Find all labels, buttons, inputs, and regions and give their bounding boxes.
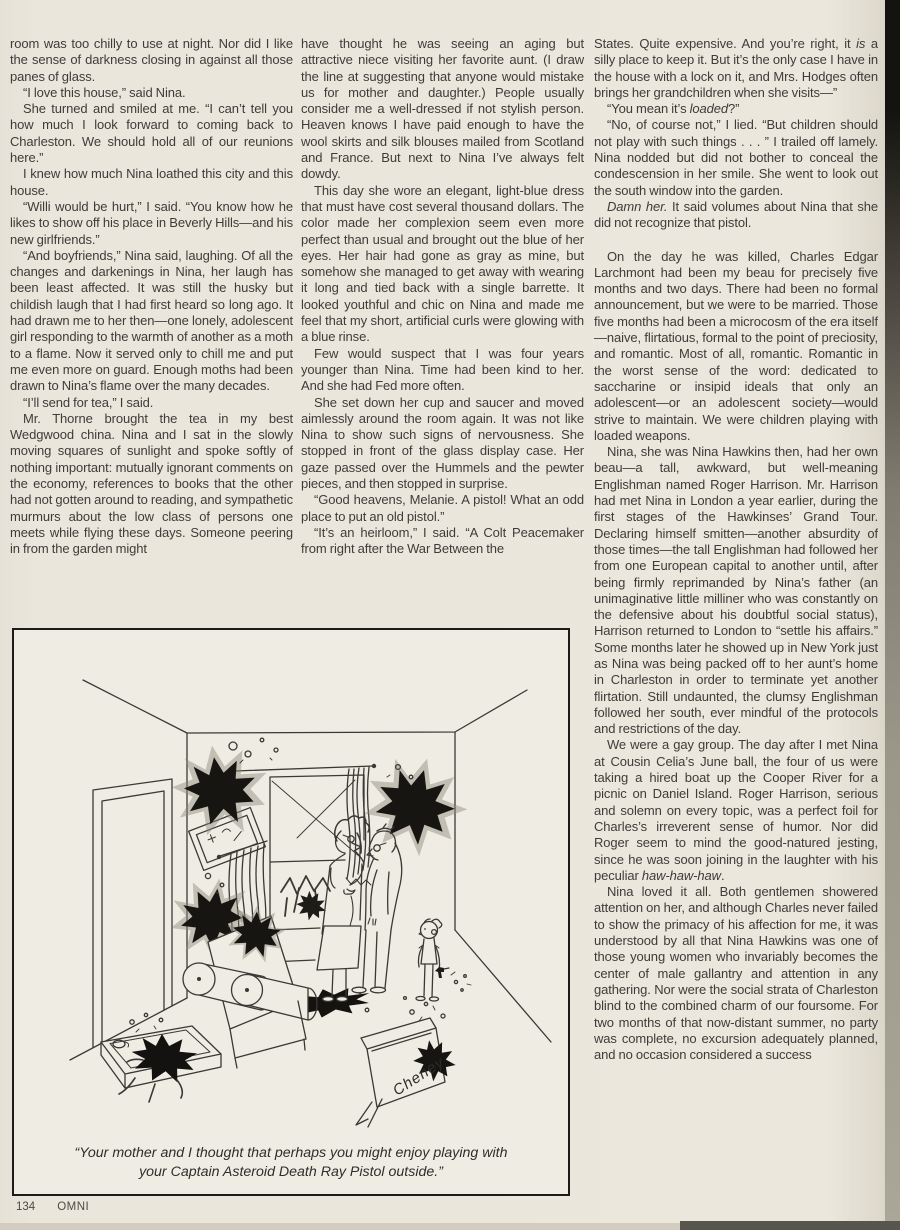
paragraph: “I’ll send for tea,” I said. — [23, 394, 154, 410]
paragraph: “You mean it’s loaded?” — [607, 101, 740, 117]
paragraph: “Willi would be hurt,” I said. “You know how he likes to show off his place in Beverly Hills—and his new girlfriends.” — [10, 198, 293, 247]
paragraph: Mr. Thorne brought the tea in my best Wedgwood china. Nina and I sat in the slowly moving squares of sunlight and spoke softly of nothing important: mutually ignorant comments on the economy, references to books that the other had not gotten around to reading, and sympathetic murmurs about the low class of persons one meets while flying these days. Someone peering in from the garden might — [10, 410, 293, 557]
paragraph: On the day he was killed, Charles Edgar Larchmont had been my beau for precisely five months and two days. There had been no formal announcement, but we were to be married. Those five months had been a microcosm of the era itself—naive, flirtatious, formal to the point of preciosity, and romantic. Most of all, romantic. Romantic in the worst sense of the word: dedicated to saccharine or insipid ideals that only an adolescent—or an adolescent society—would strive to maintain. We were children playing with loaded weapons. — [594, 248, 878, 443]
article-column-right — [594, 36, 878, 1216]
paragraph: “I love this house,” said Nina. — [23, 84, 186, 100]
cartoon-caption: “Your mother and I thought that perhaps you might enjoy playing with your Captain Asteroid Death Ray Pistol outside.” — [74, 1145, 508, 1180]
paragraph: Nina, she was Nina Hawkins then, had her own beau—a tall, awkward, but well-meaning Englishman named Roger Harrison. Mr. Harrison had met Nina in London a year earlier, during the first stages of the Hawkinses’ Grand Tour. Declaring himself smitten—another absurdity of those times—the tall Englishman had followed her from one European capital to another until, after being firmly reprimanded by Nina’s father (an unimaginative little milliner who was constantly on the defensive about his doubtful social status), Harrison returned to London to “settle his affairs.” Some months later he showed up in New York just as Nina was being packed off to her aunt’s home in Charleston in order to terminate yet another flirtation. Still undaunted, the clumsy Englishman followed her south, ever mindful of the protocols and restrictions of the day. — [594, 444, 878, 737]
cartoon-illustration — [15, 630, 567, 1133]
paragraph: This day she wore an elegant, light-blue dress that must have cost several thousand dollars. The color made her complexion seem even more perfect than usual and brought out the blue of her eyes. Her hair had gone as gray as mine, but somehow she managed to get away with wearing it long and tied back with a single barrette. It looked youthful and chic on Nina and made me feel that my short, artificial curls were glowing with a blue rinse. — [301, 182, 584, 345]
paragraph: “It’s an heirloom,” I said. “A Colt Peacemaker from right after the War Between the — [301, 524, 584, 557]
paragraph: She turned and smiled at me. “I can’t tell you how much I look forward to coming back to Charleston. We should hold all of our reunions here.” — [10, 101, 293, 166]
scan-dark-block — [680, 1221, 900, 1230]
paragraph: Nina loved it all. Both gentlemen showered attention on her, and although Charles never failed to show the primacy of his affection for me, it was understood by all that Nina Hawkins was one of those young women who invariably becomes the center of male gallantry and attention in any gathering. Nor were the social strata of Charleston blind to the combined charm of our foursome. For two months of that now-distant summer, no party was complete, no excursion adequately planned, and no occasion considered a success — [594, 884, 878, 1063]
page-edge-shadow-right — [885, 0, 900, 1230]
paragraph: States. Quite expensive. And you’re right, it is a silly place to keep it. But it’s the only case I have in the house with a lock on it, and Mrs. Hodges often brings her grandchildren when she visits—” — [594, 36, 878, 100]
magazine-name: OMNI — [57, 1201, 90, 1213]
paragraph: “And boyfriends,” Nina said, laughing. Of all the changes and darkenings in Nina, her laugh has been least affected. It was still the husky but childish laugh that I had first heard so long ago. It had drawn me to her then—one lonely, adolescent girl responding to the warmth of another as a moth to a flame. Now it served only to chill me and put me even more on guard. Enough moths had been drawn to Nina’s flame over the many decades. — [10, 247, 293, 394]
paragraph: I knew how much Nina loathed this city and this house. — [10, 166, 293, 198]
paragraph: “Good heavens, Melanie. A pistol! What an odd place to put an old pistol.” — [301, 492, 584, 524]
page-footer — [16, 1201, 89, 1213]
paragraph: “No, of course not,” I lied. “But children should not play with such things . . . ” I trailed off lamely. Nina nodded but did not bother to conceal the condescension in her smile. She went to look out the south window into the garden. — [594, 117, 878, 198]
paragraph: We were a gay group. The day after I met Nina at Cousin Celia’s June ball, the four of us were taking a hired boat up the Cooper River for a picnic on Daniel Island. Roger Harrison, serious and solemn on every topic, was a perfect foil for Charles’s irreverent sense of humor. Nor did Roger seem to mind the good-natured jesting, since he was soon joining in the laughter with his peculiar haw-haw-haw. — [594, 737, 878, 883]
paragraph: She set down her cup and saucer and moved aimlessly around the room again. It was not like Nina to show such signs of nervousness. She stopped in front of the glass display case. Her gaze passed over the Hummels and the pewter pieces, and then stopped in surprise. — [301, 394, 584, 492]
page-number: 134 — [16, 1201, 36, 1213]
cartoonist-signature: Cheney — [389, 1053, 448, 1100]
paragraph: Few would suspect that I was four years younger than Nina. Time had been kind to her. And she had Fed more often. — [301, 345, 584, 394]
paragraph: have thought he was seeing an aging but attractive niece visiting her favorite aunt. (I draw the line at suggesting that anyone would mistake us for mother and daughter.) People usually consider me a well-dressed if not stylish person. Heaven knows I have paid enough to have the wool skirts and silk blouses mailed from Scotland and France. But next to Nina I’ve always felt dowdy. — [301, 36, 584, 182]
cartoon-panel — [12, 628, 570, 1196]
paragraph: room was too chilly to use at night. Nor did I like the sense of darkness closing in against all those panes of glass. — [10, 36, 293, 84]
article-column-left — [10, 36, 293, 626]
paragraph: Damn her. It said volumes about Nina that she did not recognize that pistol. — [594, 198, 878, 231]
article-column-middle — [301, 36, 584, 626]
